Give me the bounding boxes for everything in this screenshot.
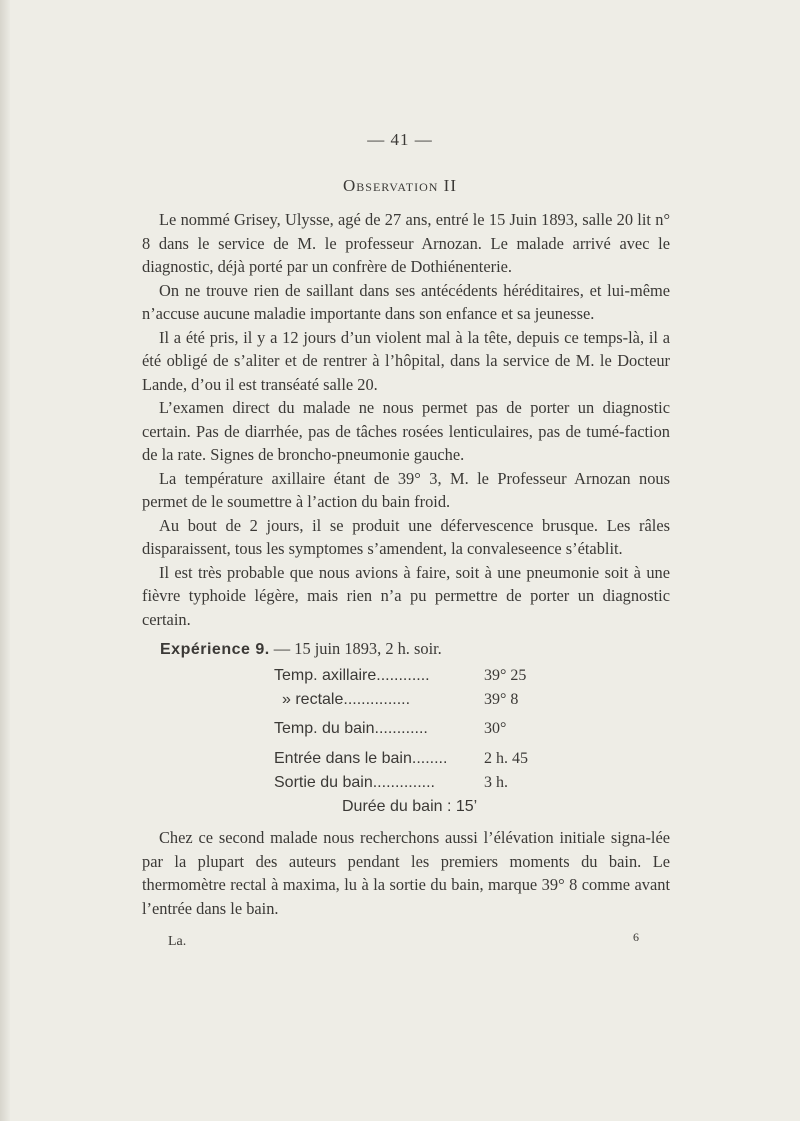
bath-duration: Durée du bain : 15’ (342, 798, 478, 815)
paragraph: On ne trouve rien de saillant dans ses antécédents héréditaires, et lui-même n’accuse aucune maladie importante dans son enfance et sa jeunesse. (142, 280, 670, 323)
experience-label: Expérience 9. (160, 641, 270, 658)
paragraph: Il a été pris, il y a 12 jours d’un violent mal à la tête, depuis ce temps-là, il a été obligé de s’aliter et de rentrer à l’hôpital, dans la service de M. le Docteur Lande, d’ou il est transéaté salle 20. (142, 327, 670, 394)
row-value: 2 h. 45 (484, 750, 528, 767)
row-value: 30° (484, 720, 507, 737)
paragraph: L’examen direct du malade ne nous permet pas de porter un diagnostic certain. Pas de diarrhée, pas de tâches rosées lenticulaires, pas de tumé-faction de la rate. Signes de broncho-pneumonie gauche. (142, 398, 670, 464)
row-label: Sortie du bain.............. (274, 774, 435, 791)
paragraph: La température axillaire étant de 39° 3, M. le Professeur Arnozan nous permet de le soumettre à l’action du bain froid. (142, 468, 670, 511)
row-value: 39° 25 (484, 667, 527, 684)
row-label: Entrée dans le bain........ (274, 750, 448, 767)
paragraph: Au bout de 2 jours, il se produit une défervescence brusque. Les râles disparaissent, tous les symptomes s’amendent, la convaleseence s’établit. (142, 515, 670, 558)
footer-signature-mark: 6 (633, 930, 639, 944)
footer-signature: La. (168, 934, 187, 949)
experience-heading (160, 639, 442, 659)
paragraph: Chez ce second malade nous recherchons aussi l’élévation initiale signa-lée par la plupart des auteurs pendant les premiers moments du bain. Le thermomètre rectal à maxima, lu à la sortie du bain, marque 39° 8 comme avant l’entrée dans le bain. (142, 828, 670, 918)
paragraph: Il est très probable que nous avions à faire, soit à une pneumonie soit à une fièvre typhoide légère, mais rien n’a pu permettre de porter un diagnostic certain. (142, 562, 670, 629)
row-value: 3 h. (484, 774, 508, 791)
closing-text (142, 826, 670, 920)
row-label: » rectale............... (282, 691, 411, 708)
row-value: 39° 8 (484, 691, 519, 708)
row-label: Temp. du bain............ (274, 720, 428, 737)
page-number: — 41 — (367, 130, 433, 149)
page-edge (0, 0, 10, 1121)
paragraph: Le nommé Grisey, Ulysse, agé de 27 ans, entré le 15 Juin 1893, salle 20 lit n° 8 dans le service de M. le professeur Arnozan. Le malade arrivé avec le diagnostic, déjà porté par un confrère de Dothiénenterie. (142, 210, 670, 276)
row-label: Temp. axillaire............ (274, 667, 430, 684)
experience-text: — 15 juin 1893, 2 h. soir. (269, 639, 442, 658)
section-heading: Observation II (342, 176, 457, 195)
body-text (142, 208, 670, 631)
